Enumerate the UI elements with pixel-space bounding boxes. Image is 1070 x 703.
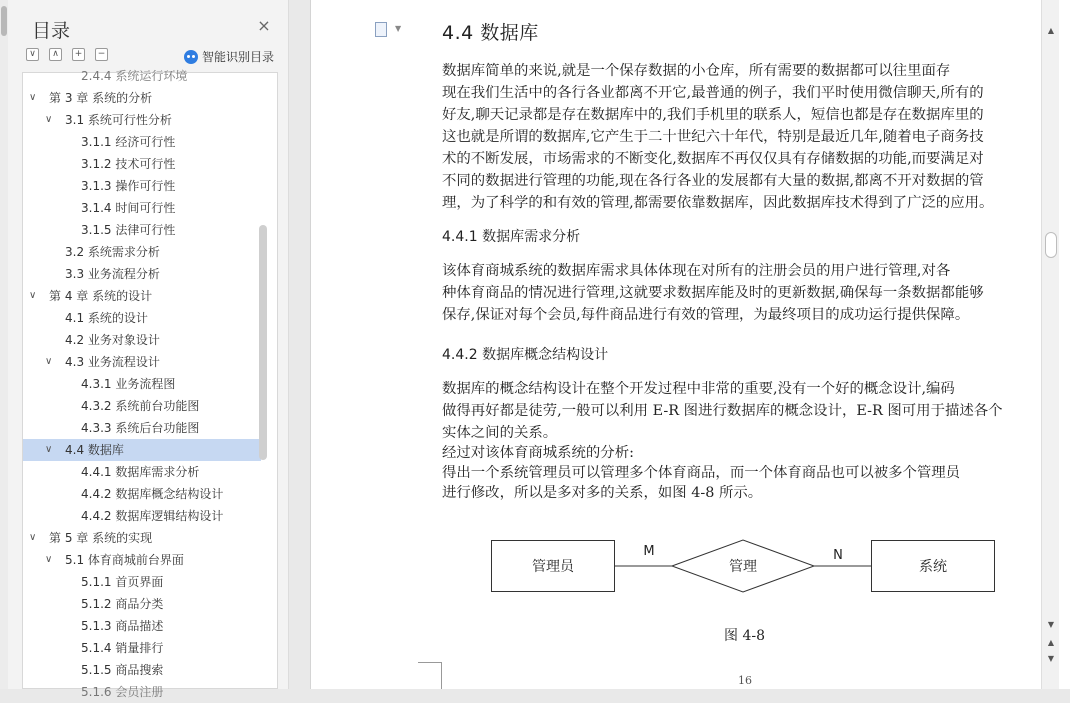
document-page bbox=[310, 0, 1070, 689]
toc-item-label: 2.4.4 系统运行环境 bbox=[81, 69, 188, 83]
toc-item-label: 4.3.3 系统后台功能图 bbox=[81, 421, 200, 435]
toc-item-label: 4.2 业务对象设计 bbox=[65, 333, 160, 347]
paragraph-format-icon[interactable] bbox=[375, 22, 387, 37]
toc-item[interactable] bbox=[23, 219, 261, 241]
entity-system-label: 系统 bbox=[919, 559, 947, 575]
expand-all-icon[interactable]: ∨ bbox=[26, 48, 39, 61]
toc-item-label: 5.1.5 商品搜索 bbox=[81, 663, 164, 677]
toc-item[interactable] bbox=[23, 373, 261, 395]
text-line: 理，为了科学的和有效的管理,都需要依靠数据库，因此数据库技术得到了广泛的应用。 bbox=[442, 195, 994, 211]
page-corner-mark bbox=[418, 662, 442, 689]
toc-item-label: 5.1.4 销量排行 bbox=[81, 641, 164, 655]
text-line: 这也就是所谓的数据库,它产生于二十世纪六十年代，特别是最近几年,随着电子商务技 bbox=[442, 129, 984, 145]
left-edge-scroll-thumb[interactable] bbox=[1, 6, 7, 36]
toc-item[interactable] bbox=[23, 351, 261, 373]
toc-item-label: 4.4.2 数据库概念结构设计 bbox=[81, 487, 224, 501]
text-line: 做得再好都是徒劳,一般可以利用 E-R 图进行数据库的概念设计，E-R 图可用于描述各个 bbox=[442, 403, 1003, 419]
chevron-down-icon[interactable]: ∨ bbox=[29, 92, 37, 103]
text-line: 数据库的概念结构设计在整个开发过程中非常的重要,没有一个好的概念设计,编码 bbox=[442, 381, 955, 397]
ai-robot-icon bbox=[184, 50, 198, 64]
toc-item-label: 5.1.3 商品描述 bbox=[81, 619, 164, 633]
left-edge-scrollbar[interactable] bbox=[0, 0, 8, 689]
text-line: 得出一个系统管理员可以管理多个体育商品，而一个体育商品也可以被多个管理员 bbox=[442, 465, 961, 481]
text-line: 数据库简单的来说,就是一个保存数据的小仓库，所有需要的数据都可以往里面存 bbox=[442, 63, 951, 79]
toc-item[interactable] bbox=[23, 681, 261, 703]
toc-item-label: 4.3 业务流程设计 bbox=[65, 355, 160, 369]
toc-item[interactable] bbox=[23, 505, 261, 527]
text-line: 经过对该体育商城系统的分析: bbox=[442, 445, 634, 461]
toc-item-label: 3.2 系统需求分析 bbox=[65, 245, 160, 259]
chevron-down-icon[interactable]: ▼ bbox=[395, 24, 402, 33]
document-area bbox=[289, 0, 1041, 689]
toc-item-label: 4.1 系统的设计 bbox=[65, 311, 148, 325]
toc-item-label: 3.1 系统可行性分析 bbox=[65, 113, 172, 127]
page-up-icon[interactable]: ▲ bbox=[1047, 638, 1055, 647]
smart-toc-label: 智能识别目录 bbox=[202, 50, 275, 64]
toc-toolbar bbox=[26, 48, 108, 61]
toc-item-label: 4.4 数据库 bbox=[65, 443, 124, 457]
toc-item-label: 4.4.1 数据库需求分析 bbox=[81, 465, 200, 479]
text-line: 该体育商城系统的数据库需求具体体现在对所有的注册会员的用户进行管理,对各 bbox=[442, 263, 951, 279]
er-diagram bbox=[491, 540, 996, 594]
toc-item-label: 4.3.1 业务流程图 bbox=[81, 377, 176, 391]
toc-item[interactable] bbox=[23, 285, 261, 307]
toc-item[interactable] bbox=[23, 263, 261, 285]
toc-item[interactable] bbox=[23, 439, 261, 461]
toc-item[interactable] bbox=[23, 65, 261, 87]
toc-item[interactable] bbox=[23, 417, 261, 439]
page-number: 16 bbox=[738, 674, 752, 687]
text-line: 种体育商品的情况进行管理,这就要求数据库能及时的更新数据,确保每一条数据都能够 bbox=[442, 285, 984, 301]
toc-list-container bbox=[22, 69, 278, 699]
cardinality-n: N bbox=[833, 548, 843, 563]
toc-title: 目录 bbox=[32, 20, 71, 42]
text-line: 不同的数据进行管理的功能,现在各行各业的发展都有大量的数据,都离不开对数据的管 bbox=[442, 173, 984, 189]
text-line: 保存,保证对每个会员,每件商品进行有效的管理，为最终项目的成功运行提供保障。 bbox=[442, 307, 970, 323]
smart-toc-button[interactable] bbox=[184, 48, 274, 65]
chevron-down-icon[interactable]: ∨ bbox=[45, 114, 53, 125]
subheading-4-4-2: 4.4.2 数据库概念结构设计 bbox=[442, 347, 609, 363]
toc-item[interactable] bbox=[23, 615, 261, 637]
cardinality-m: M bbox=[643, 544, 655, 559]
toc-item-label: 第 3 章 系统的分析 bbox=[49, 91, 153, 105]
toc-item-label: 4.4.2 数据库逻辑结构设计 bbox=[81, 509, 224, 523]
chevron-down-icon[interactable]: ∨ bbox=[45, 444, 53, 455]
toc-panel bbox=[0, 0, 289, 699]
toc-list bbox=[23, 65, 261, 703]
chevron-down-icon[interactable]: ∨ bbox=[45, 356, 53, 367]
toc-item-label: 5.1.2 商品分类 bbox=[81, 597, 164, 611]
toc-item-label: 5.1.6 会员注册 bbox=[81, 685, 164, 699]
chevron-down-icon[interactable]: ∨ bbox=[29, 532, 37, 543]
document-scroll-thumb[interactable] bbox=[1045, 232, 1057, 258]
toc-item[interactable] bbox=[23, 175, 261, 197]
toc-item[interactable] bbox=[23, 197, 261, 219]
section-heading-4-4: 4.4 数据库 bbox=[442, 22, 539, 44]
toc-item-label: 3.3 业务流程分析 bbox=[65, 267, 160, 281]
text-line: 实体之间的关系。 bbox=[442, 425, 558, 441]
toc-item-label: 3.1.2 技术可行性 bbox=[81, 157, 176, 171]
add-heading-icon[interactable]: + bbox=[72, 48, 85, 61]
relation-label: 管理 bbox=[729, 559, 757, 575]
text-line: 进行修改，所以是多对多的关系，如图 4-8 所示。 bbox=[442, 485, 763, 501]
collapse-all-icon[interactable]: ∧ bbox=[49, 48, 62, 61]
chevron-down-icon[interactable]: ∨ bbox=[45, 554, 53, 565]
toc-item-label: 3.1.5 法律可行性 bbox=[81, 223, 176, 237]
entity-admin-label: 管理员 bbox=[532, 559, 574, 575]
toc-item[interactable] bbox=[23, 637, 261, 659]
toc-item-label: 5.1.1 首页界面 bbox=[81, 575, 164, 589]
text-line: 现在我们生活中的各行各业都离不开它,最普通的例子，我们平时使用微信聊天,所有的 bbox=[442, 85, 984, 101]
scroll-down-icon[interactable]: ▼ bbox=[1047, 620, 1055, 629]
toc-item-label: 第 4 章 系统的设计 bbox=[49, 289, 153, 303]
toc-item[interactable] bbox=[23, 483, 261, 505]
page-down-icon[interactable]: ▼ bbox=[1047, 654, 1055, 663]
toc-item-label: 3.1.1 经济可行性 bbox=[81, 135, 176, 149]
toc-item-label: 第 5 章 系统的实现 bbox=[49, 531, 153, 545]
toc-item[interactable] bbox=[23, 461, 261, 483]
toc-item[interactable] bbox=[23, 131, 261, 153]
text-line: 好友,聊天记录都是存在数据库中的,我们手机里的联系人，短信也都是存在数据库里的 bbox=[442, 107, 984, 123]
toc-item-label: 3.1.3 操作可行性 bbox=[81, 179, 176, 193]
toc-item-label: 5.1 体育商城前台界面 bbox=[65, 553, 184, 567]
close-icon[interactable]: × bbox=[257, 16, 271, 35]
toc-item[interactable] bbox=[23, 153, 261, 175]
toc-item[interactable] bbox=[23, 571, 261, 593]
figure-caption: 图 4-8 bbox=[724, 628, 765, 644]
toc-item[interactable] bbox=[23, 549, 261, 571]
toc-item[interactable] bbox=[23, 109, 261, 131]
toc-item[interactable] bbox=[23, 241, 261, 263]
toc-item-label: 4.3.2 系统前台功能图 bbox=[81, 399, 200, 413]
subheading-4-4-1: 4.4.1 数据库需求分析 bbox=[442, 229, 581, 245]
toc-scroll-thumb[interactable] bbox=[259, 225, 267, 460]
remove-heading-icon[interactable]: − bbox=[95, 48, 108, 61]
toc-item[interactable] bbox=[23, 527, 261, 549]
toc-item[interactable] bbox=[23, 307, 261, 329]
toc-item[interactable] bbox=[23, 329, 261, 351]
text-line: 术的不断发展，市场需求的不断变化,数据库不再仅仅具有存储数据的功能,而要满足对 bbox=[442, 151, 984, 167]
scroll-up-icon[interactable]: ▲ bbox=[1047, 26, 1055, 35]
document-scrollbar[interactable] bbox=[1041, 0, 1059, 689]
toc-item[interactable] bbox=[23, 395, 261, 417]
toc-item[interactable] bbox=[23, 87, 261, 109]
toc-item[interactable] bbox=[23, 659, 261, 681]
toc-item-label: 3.1.4 时间可行性 bbox=[81, 201, 176, 215]
toc-item[interactable] bbox=[23, 593, 261, 615]
chevron-down-icon[interactable]: ∨ bbox=[29, 290, 37, 301]
